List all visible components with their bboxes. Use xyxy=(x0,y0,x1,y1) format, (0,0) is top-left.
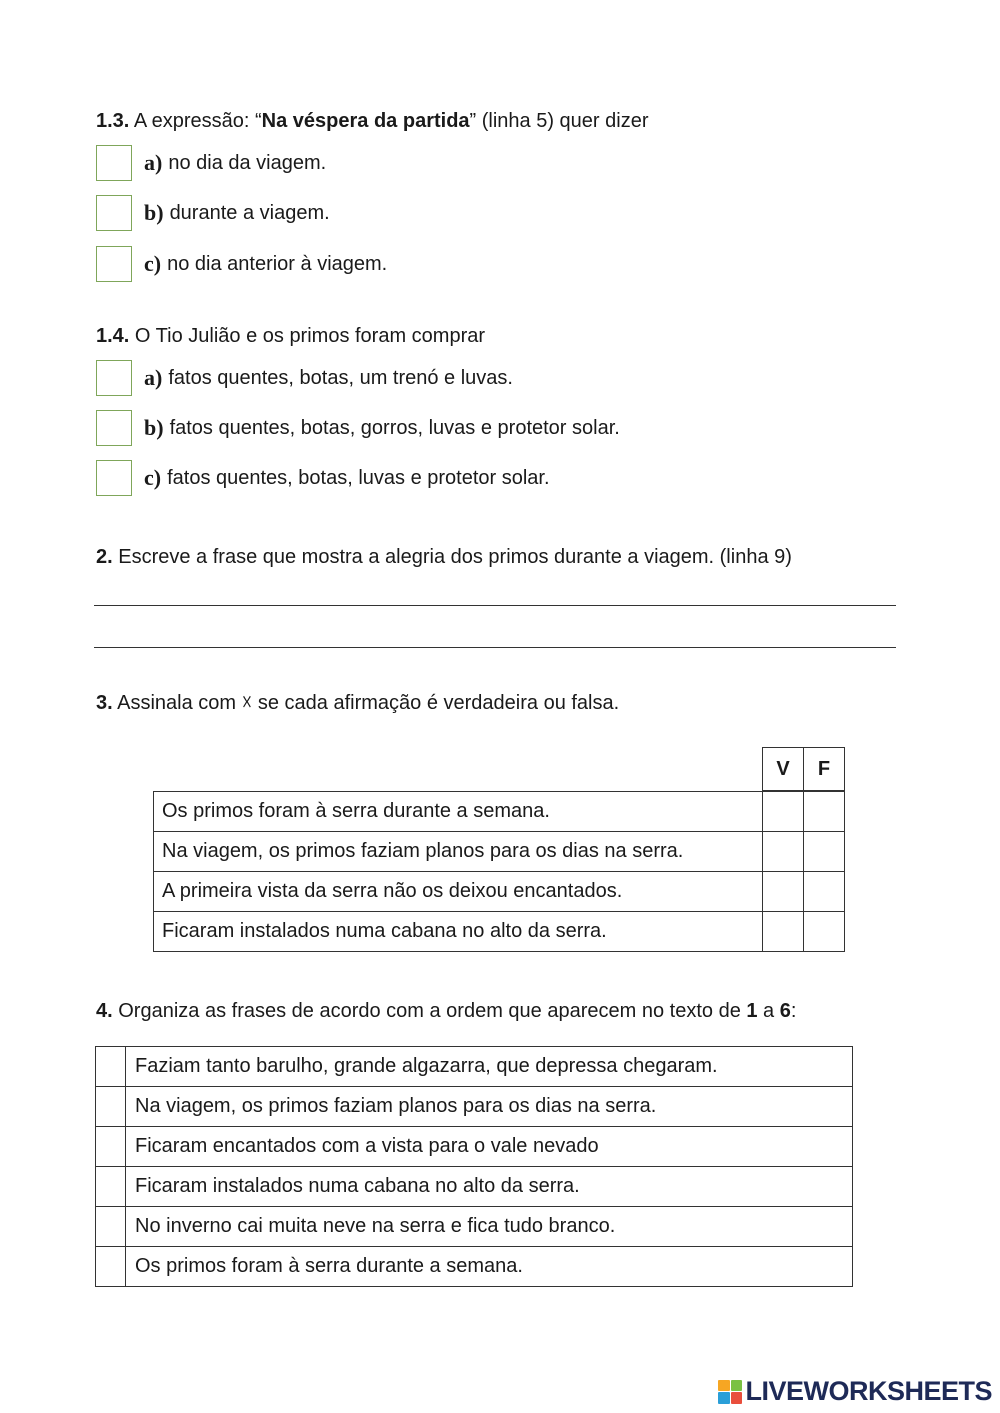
range-start: 1 xyxy=(746,1000,758,1022)
order-number-cell[interactable] xyxy=(96,1207,126,1247)
header-false: F xyxy=(804,748,845,791)
logo-square xyxy=(731,1380,743,1392)
sentence-cell: Os primos foram à serra durante a semana. xyxy=(126,1247,853,1287)
option-text: fatos quentes, botas, um trenó e luvas. xyxy=(168,366,513,389)
question-number: 4. xyxy=(96,1000,113,1022)
statement-cell: Os primos foram à serra durante a semana. xyxy=(154,792,763,832)
order-table xyxy=(95,1046,853,1287)
option-1-3-b xyxy=(96,194,330,232)
order-number-cell[interactable] xyxy=(96,1167,126,1207)
question-text: : xyxy=(790,1000,797,1022)
answer-checkbox[interactable] xyxy=(96,195,132,231)
sentence-cell: No inverno cai muita neve na serra e fica tudo branco. xyxy=(126,1207,853,1247)
question-2 xyxy=(96,545,792,569)
option-letter: b) xyxy=(144,200,164,225)
true-cell[interactable] xyxy=(763,872,804,912)
answer-line[interactable] xyxy=(94,647,896,648)
false-cell[interactable] xyxy=(804,792,845,832)
answer-checkbox[interactable] xyxy=(96,145,132,181)
question-number: 2. xyxy=(96,546,113,568)
question-text: ” (linha 5) quer dizer xyxy=(469,110,649,132)
option-1-3-c xyxy=(96,245,387,283)
true-false-table xyxy=(153,791,845,952)
option-1-4-b xyxy=(96,409,620,447)
question-text: A expressão: “ xyxy=(129,110,262,132)
table-row xyxy=(96,1087,853,1127)
sentence-cell: Na viagem, os primos faziam planos para os dias na serra. xyxy=(126,1087,853,1127)
question-text: Escreve a frase que mostra a alegria dos primos durante a viagem. (linha 9) xyxy=(112,546,792,568)
order-number-cell[interactable] xyxy=(96,1127,126,1167)
true-cell[interactable] xyxy=(763,832,804,872)
answer-checkbox[interactable] xyxy=(96,460,132,496)
question-number: 1.4. xyxy=(96,325,130,347)
answer-line[interactable] xyxy=(94,605,896,606)
question-text: se cada afirmação é verdadeira ou falsa. xyxy=(252,692,620,714)
question-text: Assinala com xyxy=(112,692,242,714)
option-text: fatos quentes, botas, gorros, luvas e protetor solar. xyxy=(169,416,620,439)
table-row xyxy=(96,1207,853,1247)
header-true: V xyxy=(763,748,804,791)
logo-text: LIVEWORKSHEETS xyxy=(745,1376,992,1406)
question-1-4 xyxy=(96,324,485,348)
option-letter: c) xyxy=(144,465,162,490)
question-text: a xyxy=(757,1000,780,1022)
order-number-cell[interactable] xyxy=(96,1247,126,1287)
statement-cell: Ficaram instalados numa cabana no alto da serra. xyxy=(154,912,763,952)
liveworksheets-logo xyxy=(718,1376,992,1407)
option-1-3-a xyxy=(96,144,326,182)
table-row xyxy=(154,832,845,872)
question-text: O Tio Julião e os primos foram comprar xyxy=(129,325,486,347)
answer-checkbox[interactable] xyxy=(96,360,132,396)
false-cell[interactable] xyxy=(804,832,845,872)
table-row xyxy=(96,1247,853,1287)
question-text: Organiza as frases de acordo com a ordem que aparecem no texto de xyxy=(112,1000,747,1022)
option-1-4-c xyxy=(96,459,550,497)
false-cell[interactable] xyxy=(804,912,845,952)
answer-checkbox[interactable] xyxy=(96,246,132,282)
true-cell[interactable] xyxy=(763,912,804,952)
sentence-cell: Ficaram encantados com a vista para o vale nevado xyxy=(126,1127,853,1167)
table-row xyxy=(96,1047,853,1087)
false-cell[interactable] xyxy=(804,872,845,912)
question-quote: Na véspera da partida xyxy=(261,110,470,132)
question-number: 3. xyxy=(96,692,113,714)
sentence-cell: Ficaram instalados numa cabana no alto da serra. xyxy=(126,1167,853,1207)
table-row xyxy=(96,1127,853,1167)
logo-square xyxy=(731,1392,743,1404)
order-number-cell[interactable] xyxy=(96,1087,126,1127)
true-false-header xyxy=(762,747,845,791)
table-row xyxy=(154,872,845,912)
question-4 xyxy=(96,999,796,1023)
sentence-cell: Faziam tanto barulho, grande algazarra, que depressa chegaram. xyxy=(126,1047,853,1087)
statement-cell: Na viagem, os primos faziam planos para os dias na serra. xyxy=(154,832,763,872)
table-row xyxy=(154,792,845,832)
option-letter: a) xyxy=(144,365,163,390)
order-number-cell[interactable] xyxy=(96,1047,126,1087)
option-text: no dia da viagem. xyxy=(168,151,327,174)
range-end: 6 xyxy=(779,1000,791,1022)
option-letter: a) xyxy=(144,150,163,175)
answer-checkbox[interactable] xyxy=(96,410,132,446)
table-row xyxy=(96,1167,853,1207)
table-row xyxy=(154,912,845,952)
cross-mark-icon: ☓ xyxy=(241,692,253,714)
true-cell[interactable] xyxy=(763,792,804,832)
option-1-4-a xyxy=(96,359,513,397)
option-letter: b) xyxy=(144,415,164,440)
statement-cell: A primeira vista da serra não os deixou encantados. xyxy=(154,872,763,912)
logo-square xyxy=(718,1392,730,1404)
question-1-3 xyxy=(96,109,649,133)
option-text: no dia anterior à viagem. xyxy=(167,252,388,275)
logo-grid-icon xyxy=(718,1380,742,1404)
question-3 xyxy=(96,691,619,715)
question-number: 1.3. xyxy=(96,110,130,132)
option-text: fatos quentes, botas, luvas e protetor solar. xyxy=(167,466,550,489)
logo-square xyxy=(718,1380,730,1392)
option-letter: c) xyxy=(144,251,162,276)
option-text: durante a viagem. xyxy=(169,201,330,224)
